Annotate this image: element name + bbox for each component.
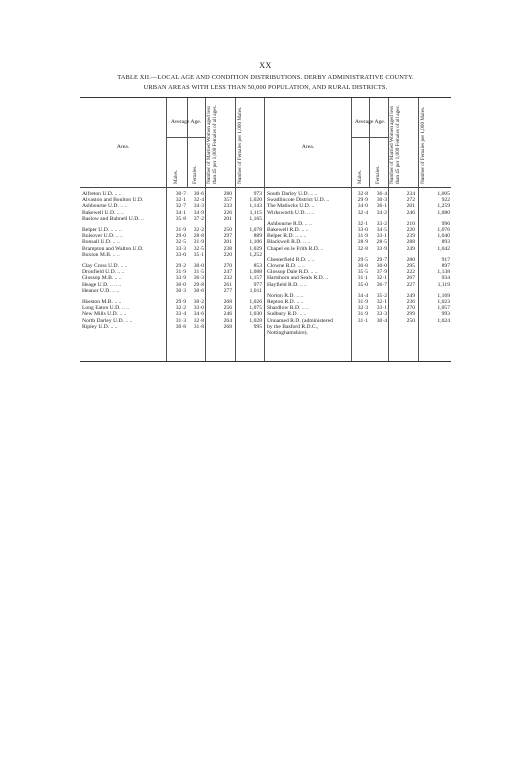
area-name: by the Basford R.D.C., (267, 323, 319, 330)
males-age: 32·4 (357, 209, 368, 216)
page-number: XX (259, 61, 272, 70)
females-per-males-value: 1,080 (437, 209, 450, 216)
females-per-males-value: 893 (441, 239, 450, 246)
females-age: 32·4 (193, 197, 204, 204)
area-name: Glossop Dale R.D. .. .. (267, 269, 318, 276)
females-age: 34·6 (193, 311, 204, 318)
males-age: 34·0 (357, 203, 368, 210)
table-row (80, 210, 451, 217)
married-women-value: 267 (406, 275, 415, 282)
females-age: 35·2 (376, 292, 387, 299)
area-name: Buxton M.B. .. .. (82, 251, 120, 258)
rule-left-females (187, 98, 188, 187)
married-women-value: 261 (223, 281, 232, 288)
area-header-right: Area. (301, 144, 315, 150)
males-age: 31·3 (175, 317, 186, 324)
males-age: 32·8 (357, 191, 368, 197)
females-per-males-value: 934 (441, 275, 450, 282)
area-name: Chapel en le Frith R.D. .. (267, 245, 324, 252)
married-women-value: 239 (406, 233, 415, 240)
married-women-value: 288 (406, 239, 415, 246)
married-women-value: 268 (223, 299, 232, 305)
area-name: Brampton and Walton U.D. (82, 245, 144, 252)
married-women-value: 210 (406, 220, 415, 227)
females-age: 29·7 (376, 256, 387, 263)
married-women-header-left: Number of Married Women aged less than 45 per 1,000 Females of all ages. (206, 105, 218, 184)
males-age: 31·9 (357, 299, 368, 305)
females-per-males-value: 1,026 (249, 299, 262, 305)
married-women-value: 249 (406, 245, 415, 252)
area-name: Belper U.D. .. .. .. (82, 227, 122, 233)
males-age: 31·9 (357, 233, 368, 240)
females-age: 32·1 (376, 299, 387, 305)
males-age: 35·8 (175, 215, 186, 222)
data-table (80, 97, 451, 362)
area-name: Wirksworth U.D. .. .. (267, 209, 315, 216)
males-header-right: Males. (357, 170, 363, 184)
married-women-value: 201 (406, 203, 415, 210)
females-age: 33·3 (376, 311, 387, 318)
males-age: 32·3 (357, 305, 368, 312)
females-age: 31·8 (193, 323, 204, 330)
married-women-value: 246 (223, 311, 232, 318)
married-women-value: 236 (406, 299, 415, 305)
area-name: North Darley U.D. .. .. (82, 317, 133, 324)
females-age: 34·5 (376, 227, 387, 233)
area-name: Clay Cross U.D. .. .. (82, 263, 128, 269)
males-age: 34·4 (357, 292, 368, 299)
males-age: 29·0 (175, 233, 186, 240)
area-name: Alfreton U.D. .. .. (82, 191, 122, 197)
married-women-value: 220 (406, 227, 415, 233)
average-age-header-left: Average Age. (170, 119, 202, 125)
married-women-value: 297 (223, 233, 232, 240)
females-per-males-value: 1,076 (437, 227, 450, 233)
area-name: New Mills U.D. .. .. (82, 311, 127, 318)
table-row (80, 282, 451, 289)
females-age: 32·1 (376, 275, 387, 282)
females-per-males-value: 1,165 (249, 215, 262, 222)
females-per-males-value: 1,169 (437, 292, 450, 299)
table-row (80, 246, 451, 253)
females-per-males-value: 897 (441, 263, 450, 269)
females-per-males-value: 996 (441, 220, 450, 227)
area-name: Bakewell R.D. .. .. (267, 227, 309, 233)
area-name: South Darley U.D. .. .. (267, 191, 318, 197)
married-women-value: 238 (223, 245, 232, 252)
males-age: 32·1 (175, 197, 186, 204)
married-women-value: 249 (406, 292, 415, 299)
males-age: 31·9 (175, 227, 186, 233)
married-women-value: 232 (223, 275, 232, 282)
area-name: Ashbourne R.D. .. .. (267, 220, 312, 227)
area-name: Blackwell R.D. .. .. (267, 239, 311, 246)
area-name: Shardlow R.D. .. .. (267, 305, 309, 312)
married-women-value: 226 (223, 209, 232, 216)
header-rule (80, 187, 451, 188)
females-age: 34·3 (193, 203, 204, 210)
females-age: 30·2 (193, 299, 204, 305)
females-per-males-value: 1,023 (437, 299, 450, 305)
area-name: Bolsover U.D. .. .. (82, 233, 123, 240)
females-per-males-value: 1,115 (249, 209, 262, 216)
males-age: 33·9 (175, 275, 186, 282)
females-age: 37·2 (193, 215, 204, 222)
females-per-males-value: 1,157 (249, 275, 262, 282)
females-age: 30·3 (376, 197, 387, 204)
females-per-males-value: 993 (441, 311, 450, 318)
females-age: 34·9 (193, 209, 204, 216)
females-per-males-value: 1,040 (437, 233, 450, 240)
males-header-left: Males. (173, 170, 179, 184)
males-age: 30·7 (175, 191, 186, 197)
females-age: 36·1 (376, 203, 387, 210)
area-name: Bakewell U.D. .. .. (82, 209, 124, 216)
females-age: 35·1 (193, 251, 204, 258)
females-per-males-value: 1,252 (249, 251, 262, 258)
females-per-males-value: 1,106 (249, 239, 262, 246)
females-age: 30·6 (193, 287, 204, 294)
males-age: 29·9 (175, 299, 186, 305)
females-per-males-value: 1,020 (249, 197, 262, 204)
area-name: Dronfield U.D. .. .. (82, 269, 125, 276)
females-age: 31·5 (193, 269, 204, 276)
area-name: Alvaston and Boulton U.D. (82, 197, 144, 204)
married-women-value: 270 (406, 305, 415, 312)
area-name: Belper R.D. .. .. .. (267, 233, 307, 240)
table-title-line2: URBAN AREAS WITH LESS THAN 50,000 POPULATION, AND RURAL DISTRICTS. (143, 83, 388, 91)
married-women-value: 233 (223, 203, 232, 210)
married-women-value: 234 (406, 191, 415, 197)
females-age: 32·5 (193, 245, 204, 252)
females-age: 33·0 (193, 305, 204, 312)
females-per-males-value: 1,088 (249, 269, 262, 276)
married-women-value: 295 (406, 263, 415, 269)
males-age: 29·5 (357, 256, 368, 263)
females-per-males-value: 977 (253, 281, 262, 288)
area-name: Norton R.D. .. .. (267, 292, 304, 299)
married-women-value: 280 (406, 256, 415, 263)
males-age: 32·5 (175, 239, 186, 246)
area-name: Repton R.D. .. .. (267, 299, 304, 305)
males-age: 32·7 (175, 203, 186, 210)
females-per-males-header-right: Number of Females per 1,000 Males. (420, 106, 426, 184)
area-name: Heage U.D. .. .. .. (82, 281, 122, 288)
males-age: 33·4 (175, 311, 186, 318)
females-per-males-value: 917 (441, 256, 450, 263)
females-age: 36·4 (376, 191, 387, 197)
avg-age-rule-left (166, 137, 205, 138)
males-age: 29·9 (357, 197, 368, 204)
females-age: 36·7 (376, 281, 387, 288)
married-women-value: 250 (406, 317, 415, 324)
males-age: 30·0 (175, 281, 186, 288)
females-per-males-value: 973 (253, 191, 262, 197)
area-name: Heanor U.D. .. .. (82, 287, 120, 294)
males-age: 33·0 (175, 251, 186, 258)
males-age: 30·3 (175, 287, 186, 294)
males-age: 30·0 (357, 263, 368, 269)
married-women-value: 264 (223, 317, 232, 324)
area-name: Sudbury R.D. .. .. (267, 311, 307, 318)
females-age: 36·3 (193, 275, 204, 282)
females-age: 37·9 (376, 269, 387, 276)
area-name: Bonsall U.D. .. .. (82, 239, 120, 246)
females-per-males-value: 1,119 (437, 281, 450, 288)
males-age: 33·0 (357, 227, 368, 233)
males-age: 31·1 (357, 275, 368, 282)
area-name: Hayfield R.D. .. .. (267, 281, 307, 288)
females-age: 30·0 (193, 263, 204, 269)
married-women-value: 201 (223, 239, 232, 246)
females-per-males-value: 1,028 (249, 317, 262, 324)
area-name: Hartshorn and Seals R.D. .. (267, 275, 329, 282)
average-age-header-right: Average Age. (354, 119, 386, 125)
males-age: 30·8 (175, 323, 186, 330)
area-name: Long Eaton U.D. .. .. (82, 305, 129, 312)
females-per-males-value: 1,259 (437, 203, 450, 210)
area-name: Baslow and Bubnell U.D. .. (82, 215, 144, 222)
area-name: Chesterfield R.D. .. .. (267, 256, 315, 263)
females-age: 32·2 (193, 227, 204, 233)
females-age: 34·2 (376, 209, 387, 216)
married-women-value: 247 (223, 269, 232, 276)
married-women-value: 220 (223, 251, 232, 258)
males-age: 28·9 (357, 239, 368, 246)
females-age: 28·5 (376, 239, 387, 246)
females-header-right: Females. (375, 165, 381, 184)
rule-right-females (369, 98, 370, 187)
females-per-males-value: 1,143 (249, 203, 262, 210)
area-name: Ashbourne U.D. .. .. (82, 203, 128, 210)
married-women-value: 256 (223, 305, 232, 312)
females-age: 28·8 (193, 233, 204, 240)
married-women-value: 268 (223, 323, 232, 330)
males-age: 31·9 (357, 311, 368, 318)
females-per-males-value: 995 (253, 323, 262, 330)
females-per-males-value: 1,075 (249, 305, 262, 312)
table-title (80, 73, 451, 92)
married-women-value: 222 (406, 269, 415, 276)
females-age: 31·9 (193, 239, 204, 246)
females-age: 33·1 (376, 233, 387, 240)
males-age: 31·1 (357, 317, 368, 324)
avg-age-rule-right (351, 137, 388, 138)
males-age: 29·2 (175, 263, 186, 269)
area-name: Ripley U.D. .. .. (82, 323, 118, 330)
females-age: 32·8 (193, 317, 204, 324)
males-age: 32·8 (357, 245, 368, 252)
married-women-value: 357 (223, 197, 232, 204)
area-name: Ilkeston M.B. .. .. (82, 299, 122, 305)
area-name: Swadlincote District U.D. .. (267, 197, 330, 204)
females-per-males-value: 1,029 (249, 245, 262, 252)
females-per-males-header-left: Number of Females per 1,000 Males. (237, 106, 243, 184)
females-per-males-value: 1,005 (437, 191, 450, 197)
males-age: 35·5 (357, 269, 368, 276)
females-age: 29·8 (193, 281, 204, 288)
females-per-males-value: 1,057 (437, 305, 450, 312)
married-women-value: 299 (406, 311, 415, 318)
married-women-value: 277 (223, 287, 232, 294)
males-age: 32·2 (175, 305, 186, 312)
married-women-header-right: Number of Married Women aged less than 45 per 1,000 Females of all ages. (389, 105, 401, 184)
females-age: 30·4 (376, 317, 387, 324)
females-per-males-value: 1,042 (437, 245, 450, 252)
married-women-value: 250 (223, 227, 232, 233)
females-per-males-value: 1,011 (249, 287, 262, 294)
married-women-value: 272 (406, 197, 415, 204)
area-name: Unnamed R.D. (administered (267, 317, 333, 324)
females-age: 33·9 (376, 245, 387, 252)
females-age: 33·1 (376, 305, 387, 312)
males-age: 32·1 (357, 220, 368, 227)
married-women-value: 227 (406, 281, 415, 288)
males-age: 35·0 (357, 281, 368, 288)
females-per-males-value: 1,030 (249, 311, 262, 318)
females-age: 33·2 (376, 220, 387, 227)
area-name: The Matlocks U.D. .. (267, 203, 315, 210)
males-age: 34·1 (175, 209, 186, 216)
males-age: 31·9 (175, 269, 186, 276)
females-header-left: Females. (192, 165, 198, 184)
females-age: 30·6 (193, 191, 204, 197)
females-age: 30·0 (376, 263, 387, 269)
males-age: 33·3 (175, 245, 186, 252)
married-women-value: 270 (223, 263, 232, 269)
area-header-left: Area. (116, 144, 130, 150)
females-per-males-value: 1,078 (249, 227, 262, 233)
married-women-value: 280 (223, 191, 232, 197)
married-women-value: 201 (223, 215, 232, 222)
table-row (80, 330, 451, 337)
females-per-males-value: 1,024 (437, 317, 450, 324)
area-name: Clowne R.D. .. .. (267, 263, 305, 269)
area-name: Glossop M.B. .. .. (82, 275, 122, 282)
area-name: Nottinghamshire). (267, 330, 308, 336)
married-women-value: 246 (406, 209, 415, 216)
table-title-line1: TABLE XII.—LOCAL AGE AND CONDITION DISTRIBUTIONS. DERBY ADMINISTRATIVE COUNTY. (117, 74, 414, 81)
females-per-males-value: 922 (441, 197, 450, 204)
females-per-males-value: 889 (253, 233, 262, 240)
females-per-males-value: 1,138 (437, 269, 450, 276)
females-per-males-value: 853 (253, 263, 262, 269)
